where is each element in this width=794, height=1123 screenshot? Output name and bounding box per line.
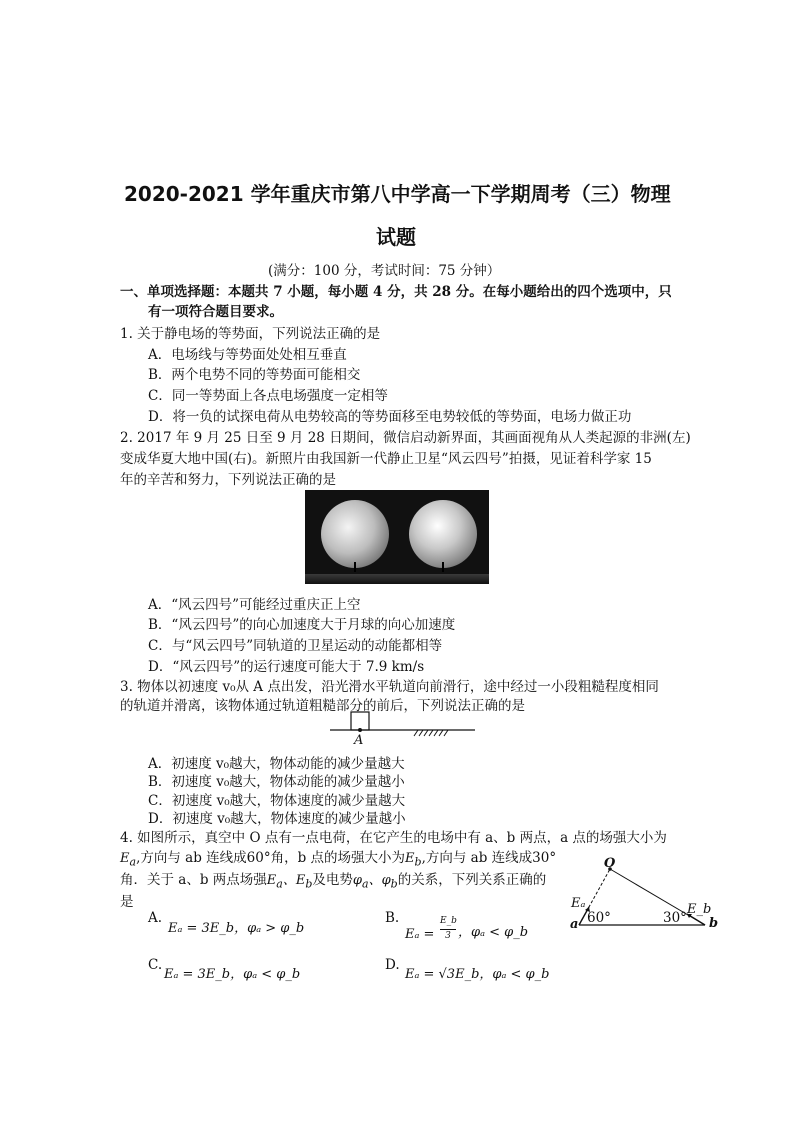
human-figure-right (442, 562, 444, 572)
q4-eb-sub: b (414, 855, 422, 869)
q4-ea-sub: a (129, 855, 137, 869)
q2-option-b: B．“风云四号”的向心加速度大于月球的向心加速度 (148, 617, 456, 633)
q3-stem-line1: 3. 物体以初速度 v₀从 A 点出发，沿光滑水平轨道向前滑行，途中经过一小段粗糙程度相同 (120, 679, 659, 695)
q3-option-c: C．初速度 v₀越大，物体速度的减少量越大 (148, 793, 406, 809)
q3-option-b: B．初速度 v₀越大，物体动能的减少量越小 (148, 774, 405, 790)
q4-option-a-label: A. (148, 910, 163, 926)
q4-stem-text: 角．关于 a、b 两点场强 (120, 872, 267, 888)
q4-ea-symbol: E (266, 873, 277, 888)
q4-stem-text: 角，b 点的场强大小为 (270, 850, 406, 866)
q4-phi-sub: a (362, 877, 369, 891)
q4-phi-symbol: 、φ (368, 873, 391, 888)
q4-option-c-label: C. (148, 957, 163, 973)
q4-stem-text: ,方向与 ab 连线成 (421, 850, 533, 866)
exam-title-line1: 2020-2021 学年重庆市第八中学高一下学期周考（三）物理 (124, 182, 671, 206)
q4-figure-angle-60: 60° (587, 910, 611, 926)
q2-option-c: C．与“风云四号”同轨道的卫星运动的动能都相等 (148, 638, 443, 654)
q4-option-b-prefix: Eₐ = (405, 927, 435, 942)
q4-stem-line1: 4. 如图所示，真空中 O 点有一点电荷，在它产生的电场中有 a、b 两点，a 点的场强大小为 (120, 830, 667, 846)
q4-option-b-fraction-bar (440, 929, 456, 930)
q4-phi-sub: b (390, 877, 398, 891)
q4-option-b-denominator: 3 (445, 931, 451, 941)
q3-track-figure (330, 710, 480, 750)
q4-phi-symbol: φ (352, 873, 362, 888)
q4-figure-point-a: a (570, 917, 579, 932)
horizon-glow (305, 574, 489, 584)
exam-meta: (满分：100 分，考试时间：75 分钟） (268, 263, 501, 279)
q4-angle-60: 60° (246, 850, 271, 866)
q4-figure-point-o: O (604, 856, 616, 871)
section-heading-cont: 有一项符合题目要求。 (148, 304, 283, 320)
q1-option-d: D．将一负的试探电荷从电势较高的等势面移至电势较低的等势面，电场力做正功 (148, 409, 632, 425)
q4-figure-ea-label: Eₐ (571, 896, 586, 911)
q1-option-c: C．同一等势面上各点电场强度一定相等 (148, 388, 388, 404)
q4-stem-line3 (120, 868, 546, 891)
q4-figure-eb-label: E_b (687, 902, 712, 917)
q1-option-a: A．电场线与等势面处处相互垂直 (148, 347, 347, 363)
q1-stem: 1. 关于静电场的等势面，下列说法正确的是 (120, 326, 381, 342)
q4-option-b-label: B. (385, 910, 400, 926)
q4-eb-sub: b (305, 877, 313, 891)
q4-eb-symbol: E (405, 851, 415, 866)
q2-stem-line2: 变成华夏大地中国(右)。新照片由我国新一代静止卫星“风云四号”拍摄，见证着科学家 15 (120, 451, 652, 467)
q3-option-a: A．初速度 v₀越大，物体动能的减少量越大 (148, 756, 405, 772)
q2-option-d: D．“风云四号”的运行速度可能大于 7.9 km/s (148, 659, 425, 675)
q4-option-d-label: D. (385, 957, 400, 973)
q4-stem-text: ,方向与 ab 连线成 (136, 850, 247, 866)
q4-option-b-rest: ，φₐ < φ_b (458, 925, 529, 940)
q2-stem-line1: 2. 2017 年 9 月 25 日至 9 月 28 日期间，微信启动新界面，其画面视角从人类起源的非洲(左) (120, 430, 691, 446)
q1-option-b: B．两个电势不同的等势面可能相交 (148, 367, 361, 383)
q4-stem-line2 (120, 846, 556, 869)
section-heading: 一、单项选择题：本题共 7 小题，每小题 4 分，共 28 分。在每小题给出的四个选项中，只 (120, 284, 672, 300)
q4-figure-point-b: b (709, 916, 719, 931)
exam-title-line2: 试题 (376, 225, 416, 249)
q4-stem-text: 及电势 (312, 872, 353, 888)
q3-point-a-label: A (354, 733, 364, 748)
q4-option-c: Eₐ = 3E_b，φₐ < φ_b (164, 967, 301, 982)
q2-stem-line3: 年的辛苦和努力，下列说法正确的是 (120, 472, 336, 488)
q4-stem-line4: 是 (120, 894, 134, 910)
earth-globe-right (409, 500, 477, 568)
human-figure-left (354, 562, 356, 572)
q4-stem-text: 的关系，下列关系正确的 (397, 872, 547, 888)
q4-option-a: Eₐ = 3E_b，φₐ > φ_b (168, 921, 305, 936)
q4-option-b-numerator: E_b (440, 916, 457, 926)
q4-eb-symbol: 、E (282, 873, 306, 888)
q2-option-a: A．“风云四号”可能经过重庆正上空 (148, 597, 361, 613)
q4-option-d: Eₐ = √3E_b，φₐ < φ_b (405, 967, 550, 982)
q4-angle-30: 30° (532, 850, 557, 866)
q4-ea-sub: a (276, 877, 283, 891)
q3-option-d: D．初速度 v₀越大，物体速度的减少量越小 (148, 811, 406, 827)
earth-globe-left (321, 500, 389, 568)
q4-ea-symbol: E (120, 851, 130, 866)
earth-photo (305, 490, 489, 584)
q4-figure-angle-30: 30° (663, 910, 687, 926)
q3-stem-line2: 的轨道并滑离，该物体通过轨道粗糙部分的前后，下列说法正确的是 (120, 698, 525, 714)
